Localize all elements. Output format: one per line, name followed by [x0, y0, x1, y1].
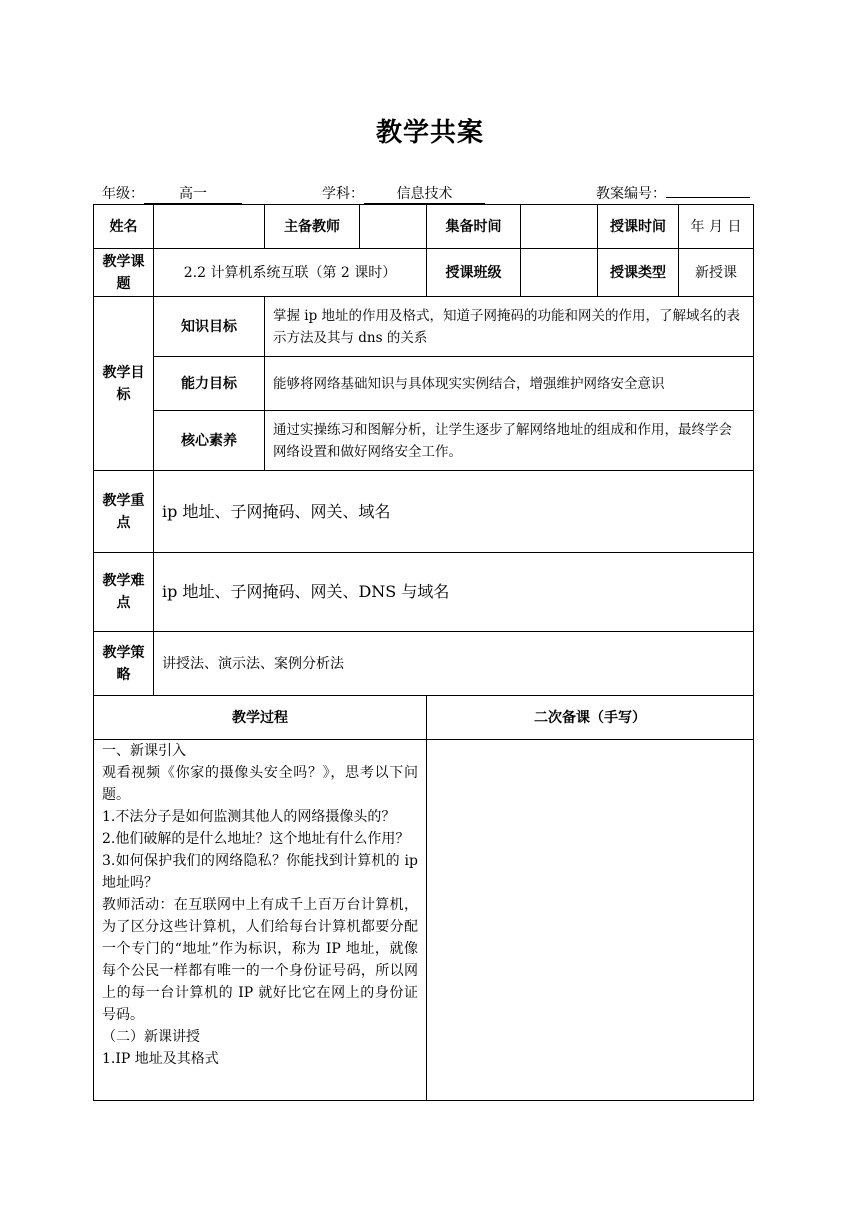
prep-time-value	[521, 205, 598, 249]
process-header: 教学过程	[94, 696, 427, 740]
strategy-label: 教学策略	[94, 632, 154, 696]
plan-number-field	[596, 184, 750, 204]
process-line: 教师活动：在互联网中上有成千上百万台计算机，为了区分这些计算机，人们给每台计算机都要分配一个专门的“地址”作为标识，称为 IP 地址，就像每个公民一样都有唯一的一个身份证号码，所以网上的每一台计算机的 IP 就好比它在网上的身份证号码。	[102, 897, 418, 1023]
grade-label: 年级：	[102, 186, 144, 202]
objective-text-knowledge: 掌握 ip 地址的作用及格式，知道子网掩码的功能和网关的作用，了解域名的表示方法及其与 dns 的关系	[265, 297, 754, 357]
lead-teacher-value	[360, 205, 427, 249]
subject-field	[322, 184, 485, 204]
objective-row-knowledge	[94, 297, 754, 357]
process-line: 1.不法分子是如何监测其他人的网络摄像头的？	[102, 809, 396, 825]
document-title: 教学共案	[375, 118, 484, 148]
difficulties-text: ip 地址、子网掩码、网关、DNS 与域名	[154, 553, 754, 632]
key-points-label: 教学重点	[94, 471, 154, 553]
process-content-row	[94, 740, 754, 1101]
difficulties-label: 教学难点	[94, 553, 154, 632]
lesson-plan-table	[93, 204, 754, 1101]
class-label: 授课班级	[427, 249, 521, 297]
plan-number-label: 教案编号：	[596, 186, 666, 202]
subject-label: 学科：	[322, 186, 364, 202]
lesson-type-label: 授课类型	[598, 249, 679, 297]
strategy-row	[94, 632, 754, 696]
process-line: 3.如何保护我们的网络隐私？你能找到计算机的 ip 地址吗？	[102, 853, 418, 891]
second-prep-header: 二次备课（手写）	[427, 696, 754, 740]
lesson-type-value: 新授课	[679, 249, 754, 297]
lead-teacher-label: 主备教师	[265, 205, 360, 249]
objective-label-knowledge: 知识目标	[154, 297, 265, 357]
process-line: 一、新课引入	[102, 743, 186, 759]
process-header-row	[94, 696, 754, 740]
name-value	[154, 205, 265, 249]
objectives-label: 教学目标	[94, 297, 154, 471]
strategy-text: 讲授法、演示法、案例分析法	[154, 632, 754, 696]
key-points-text: ip 地址、子网掩码、网关、域名	[154, 471, 754, 553]
topic-label: 教学课题	[94, 249, 154, 297]
objective-text-ability: 能够将网络基础知识与具体现实实例结合，增强维护网络安全意识	[265, 357, 754, 411]
class-time-label: 授课时间	[598, 205, 679, 249]
topic-value: 2.2 计算机系统互联（第 2 课时）	[154, 249, 427, 297]
grade-value: 高一	[144, 185, 242, 204]
key-points-row	[94, 471, 754, 553]
name-label: 姓名	[94, 205, 154, 249]
process-line: 1.IP 地址及其格式	[102, 1051, 219, 1067]
topic-row	[94, 249, 754, 297]
objective-label-literacy: 核心素养	[154, 411, 265, 471]
process-line: 2.他们破解的是什么地址？这个地址有什么作用？	[102, 831, 410, 847]
objective-text-literacy: 通过实操练习和图解分析，让学生逐步了解网络地址的组成和作用，最终学会网络设置和做好网络安全工作。	[265, 411, 754, 471]
objective-row-ability	[94, 357, 754, 411]
grade-field	[102, 184, 242, 204]
difficulties-row	[94, 553, 754, 632]
process-content	[94, 740, 427, 1101]
plan-number-value	[666, 197, 750, 198]
objective-row-literacy	[94, 411, 754, 471]
process-line: （二）新课讲授	[102, 1029, 200, 1045]
prep-time-label: 集备时间	[427, 205, 521, 249]
subject-value: 信息技术	[364, 185, 485, 204]
basic-info-row	[94, 205, 754, 249]
process-line: 观看视频《你家的摄像头安全吗？》，思考以下问题。	[102, 765, 418, 803]
class-value	[521, 249, 598, 297]
second-prep-content	[427, 740, 754, 1101]
objective-label-ability: 能力目标	[154, 357, 265, 411]
class-time-value: 年 月 日	[679, 205, 754, 249]
